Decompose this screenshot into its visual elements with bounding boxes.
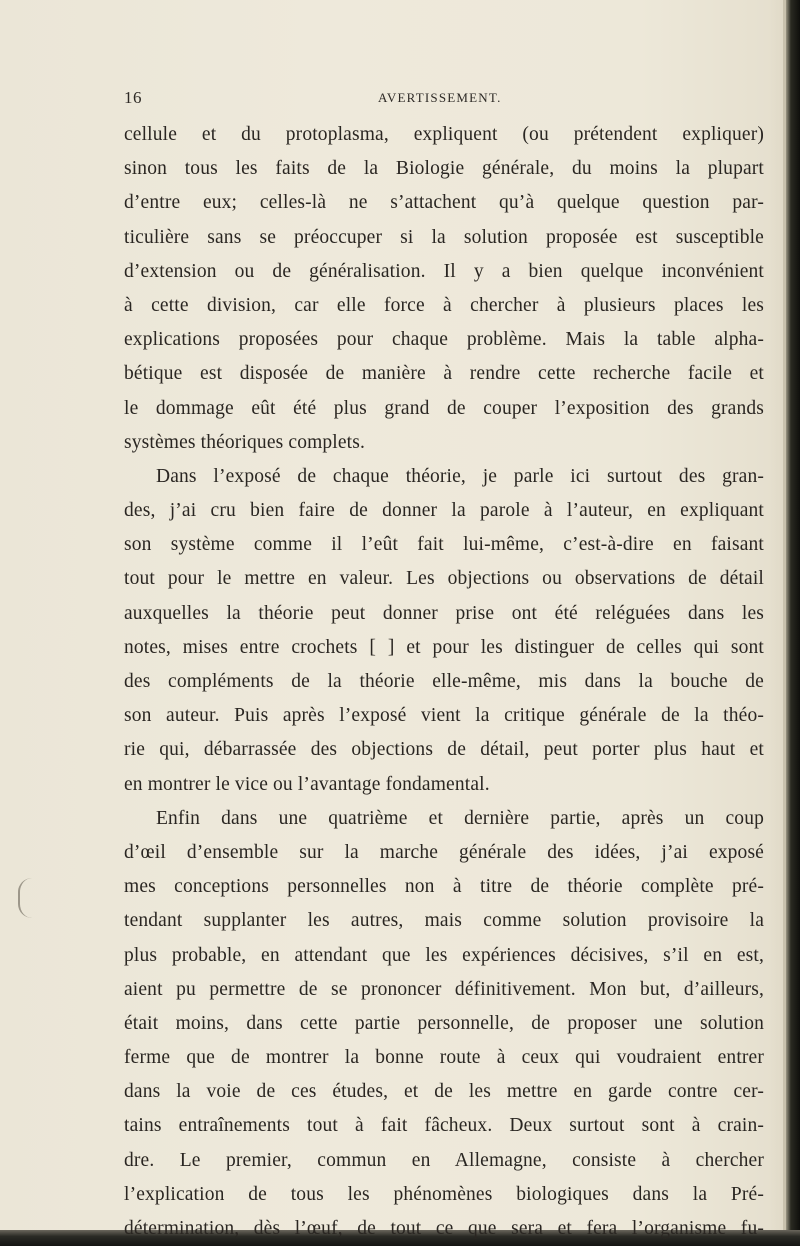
text-line: l’explication de tous les phénomènes biologiques dans la Pré- bbox=[124, 1183, 764, 1205]
paragraph-start-line: Enfin dans une quatrième et dernière partie, après un coup bbox=[156, 807, 764, 829]
text-line: à cette division, car elle force à chercher à plusieurs places les bbox=[124, 294, 764, 316]
text-line: auxquelles la théorie peut donner prise ont été reléguées dans les bbox=[124, 602, 764, 624]
paragraph-end-line: systèmes théoriques complets. bbox=[124, 431, 366, 453]
book-spine-edge bbox=[786, 0, 800, 1246]
paragraph-end-line: en montrer le vice ou l’avantage fondamental. bbox=[124, 773, 490, 795]
running-head: AVERTISSEMENT. bbox=[378, 90, 502, 105]
text-line: plus probable, en attendant que les expériences décisives, s’il en est, bbox=[124, 944, 764, 966]
text-line: son auteur. Puis après l’exposé vient la critique générale de la théo- bbox=[124, 705, 764, 727]
page-number: 16 bbox=[124, 88, 142, 107]
text-line: détermination, dès l’œuf, de tout ce que sera et fera l’organisme fu- bbox=[124, 1218, 764, 1239]
text-line: tains entraînements tout à fait fâcheux. Deux surtout sont à crain- bbox=[124, 1115, 764, 1137]
text-line: rie qui, débarrassée des objections de détail, peut porter plus haut et bbox=[124, 739, 764, 761]
text-line: mes conceptions personnelles non à titre de théorie complète pré- bbox=[124, 876, 764, 898]
text-line: sinon tous les faits de la Biologie générale, du moins la plupart bbox=[124, 158, 764, 180]
margin-pencil-mark bbox=[18, 878, 34, 918]
text-line: d’extension ou de généralisation. Il y a bien quelque inconvénient bbox=[124, 260, 764, 282]
text-line: cellule et du protoplasma, expliquent (ou prétendent expliquer) bbox=[124, 124, 764, 145]
text-line: d’œil d’ensemble sur la marche générale des idées, j’ai exposé bbox=[124, 841, 764, 863]
page-header bbox=[124, 88, 764, 110]
text-line: dre. Le premier, commun en Allemagne, consiste à chercher bbox=[124, 1149, 764, 1171]
text-line: ferme que de montrer la bonne route à ceux qui voudraient entrer bbox=[124, 1047, 764, 1069]
paragraph-start-line: Dans l’exposé de chaque théorie, je parle ici surtout des gran- bbox=[156, 465, 764, 487]
text-line: notes, mises entre crochets [ ] et pour les distinguer de celles qui sont bbox=[124, 636, 764, 658]
text-line: des, j’ai cru bien faire de donner la parole à l’auteur, en expliquant bbox=[124, 500, 764, 522]
text-line: des compléments de la théorie elle-même, mis dans la bouche de bbox=[124, 671, 764, 692]
text-line: aient pu permettre de se prononcer définitivement. Mon but, d’ailleurs, bbox=[124, 978, 764, 1000]
text-line: était moins, dans cette partie personnelle, de proposer une solution bbox=[124, 1012, 764, 1034]
text-line: d’entre eux; celles-là ne s’attachent qu’à quelque question par- bbox=[124, 192, 764, 214]
text-line: son système comme il l’eût fait lui-même, c’est-à-dire en faisant bbox=[124, 534, 764, 556]
text-line: ticulière sans se préoccuper si la solution proposée est susceptible bbox=[124, 226, 764, 248]
text-line: explications proposées pour chaque problème. Mais la table alpha- bbox=[124, 329, 764, 351]
text-line: dans la voie de ces études, et de les mettre en garde contre cer- bbox=[124, 1081, 764, 1103]
text-line: tendant supplanter les autres, mais comme solution provisoire la bbox=[124, 910, 764, 932]
text-line: tout pour le mettre en valeur. Les objections ou observations de détail bbox=[124, 568, 764, 590]
body-text bbox=[124, 118, 764, 1246]
text-line: bétique est disposée de manière à rendre cette recherche facile et bbox=[124, 363, 764, 385]
text-line: le dommage eût été plus grand de couper l’exposition des grands bbox=[124, 397, 764, 419]
